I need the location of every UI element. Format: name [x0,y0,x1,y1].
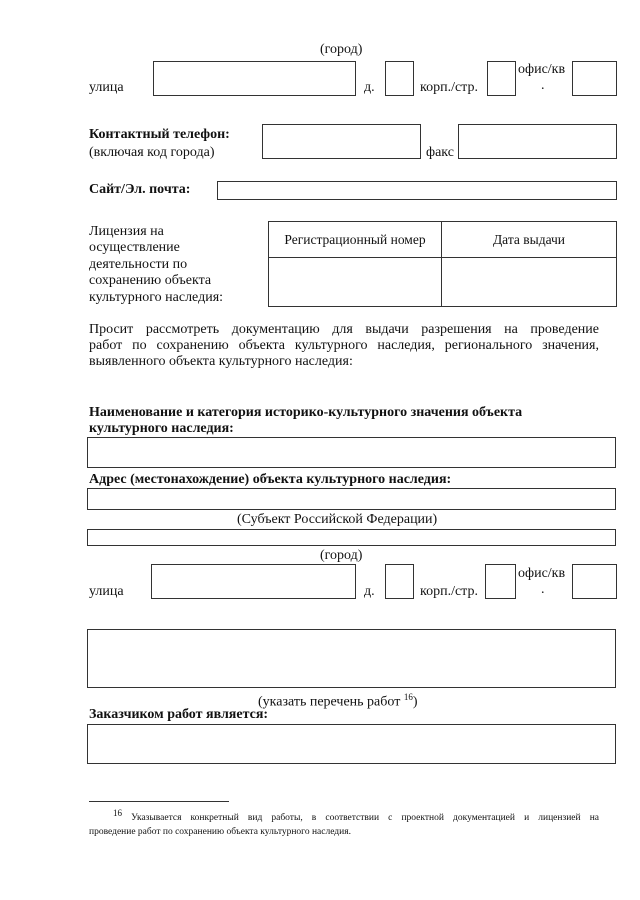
site-label: Сайт/Эл. почта: [89,182,191,197]
office-dot-2: . [541,582,545,597]
office-field-2[interactable] [572,564,617,599]
object-name-field[interactable] [87,437,616,468]
street-field-2[interactable] [151,564,356,599]
license-label-line: осуществление [89,240,180,255]
house-label-2: д. [364,584,375,599]
works-caption [258,689,418,711]
license-label-line: культурного наследия: [89,290,224,305]
house-field-1[interactable] [385,61,414,96]
office-label-2: офис/кв [518,566,566,581]
phone-field[interactable] [262,124,421,159]
building-field-2[interactable] [485,564,516,599]
footnote-divider [89,801,229,802]
works-list-field[interactable] [87,629,616,688]
street-label-2: улица [89,584,124,599]
city-field-2[interactable] [87,529,616,546]
request-line: Просит рассмотреть документацию для выдачи разрешения на проведение [89,322,599,337]
license-label-line: деятельности по [89,257,188,272]
fax-field[interactable] [458,124,617,159]
footnote-line2: проведение работ по сохранению объекта культурного наследия. [89,827,351,838]
house-field-2[interactable] [385,564,414,599]
office-label-1: офис/кв [518,62,566,77]
license-col-reg: Регистрационный номер [269,222,442,258]
license-date-cell[interactable] [442,258,617,307]
site-email-field[interactable] [217,181,617,200]
office-dot-1: . [541,78,545,93]
customer-field[interactable] [87,724,616,764]
license-col-date: Дата выдачи [442,222,617,258]
object-name-label-2: культурного наследия: [89,421,234,436]
request-line: выявленного объекта культурного наследия: [89,354,353,369]
phone-note: (включая код города) [89,145,215,160]
building-label-2: корп./стр. [420,584,478,599]
street-label-1: улица [89,80,124,95]
fax-label: факс [426,145,454,160]
subject-field[interactable] [87,488,616,510]
subject-caption: (Субъект Российской Федерации) [237,512,438,527]
building-label-1: корп./стр. [420,80,478,95]
license-label-line: сохранению объекта [89,273,212,288]
office-field-1[interactable] [572,61,617,96]
house-label-1: д. [364,80,375,95]
street-field-1[interactable] [153,61,356,96]
city-caption-1: (город) [320,42,363,57]
building-field-1[interactable] [487,61,516,96]
license-table [268,221,617,307]
request-line: работ по сохранению объекта культурного наследия, регионального значения, [89,338,599,353]
works-caption-text: (указать перечень работ [258,694,401,710]
request-paragraph [89,322,599,370]
city-caption-2: (город) [320,548,363,563]
footnote-number: 16 [113,808,122,818]
customer-label: Заказчиком работ является: [89,707,269,722]
phone-label: Контактный телефон: [89,127,230,142]
license-reg-cell[interactable] [269,258,442,307]
object-name-label: Наименование и категория историко-культурного значения объекта [89,405,523,420]
works-footnote-ref[interactable]: 16 [403,692,413,702]
footnote [89,806,599,839]
works-caption-end: ) [412,694,418,710]
footnote-line1: Указывается конкретный вид работы, в соответствии с проектной документацией и лицензией на [131,813,599,824]
object-address-label: Адрес (местонахождение) объекта культурного наследия: [89,472,452,487]
license-label-line: Лицензия на [89,224,164,239]
